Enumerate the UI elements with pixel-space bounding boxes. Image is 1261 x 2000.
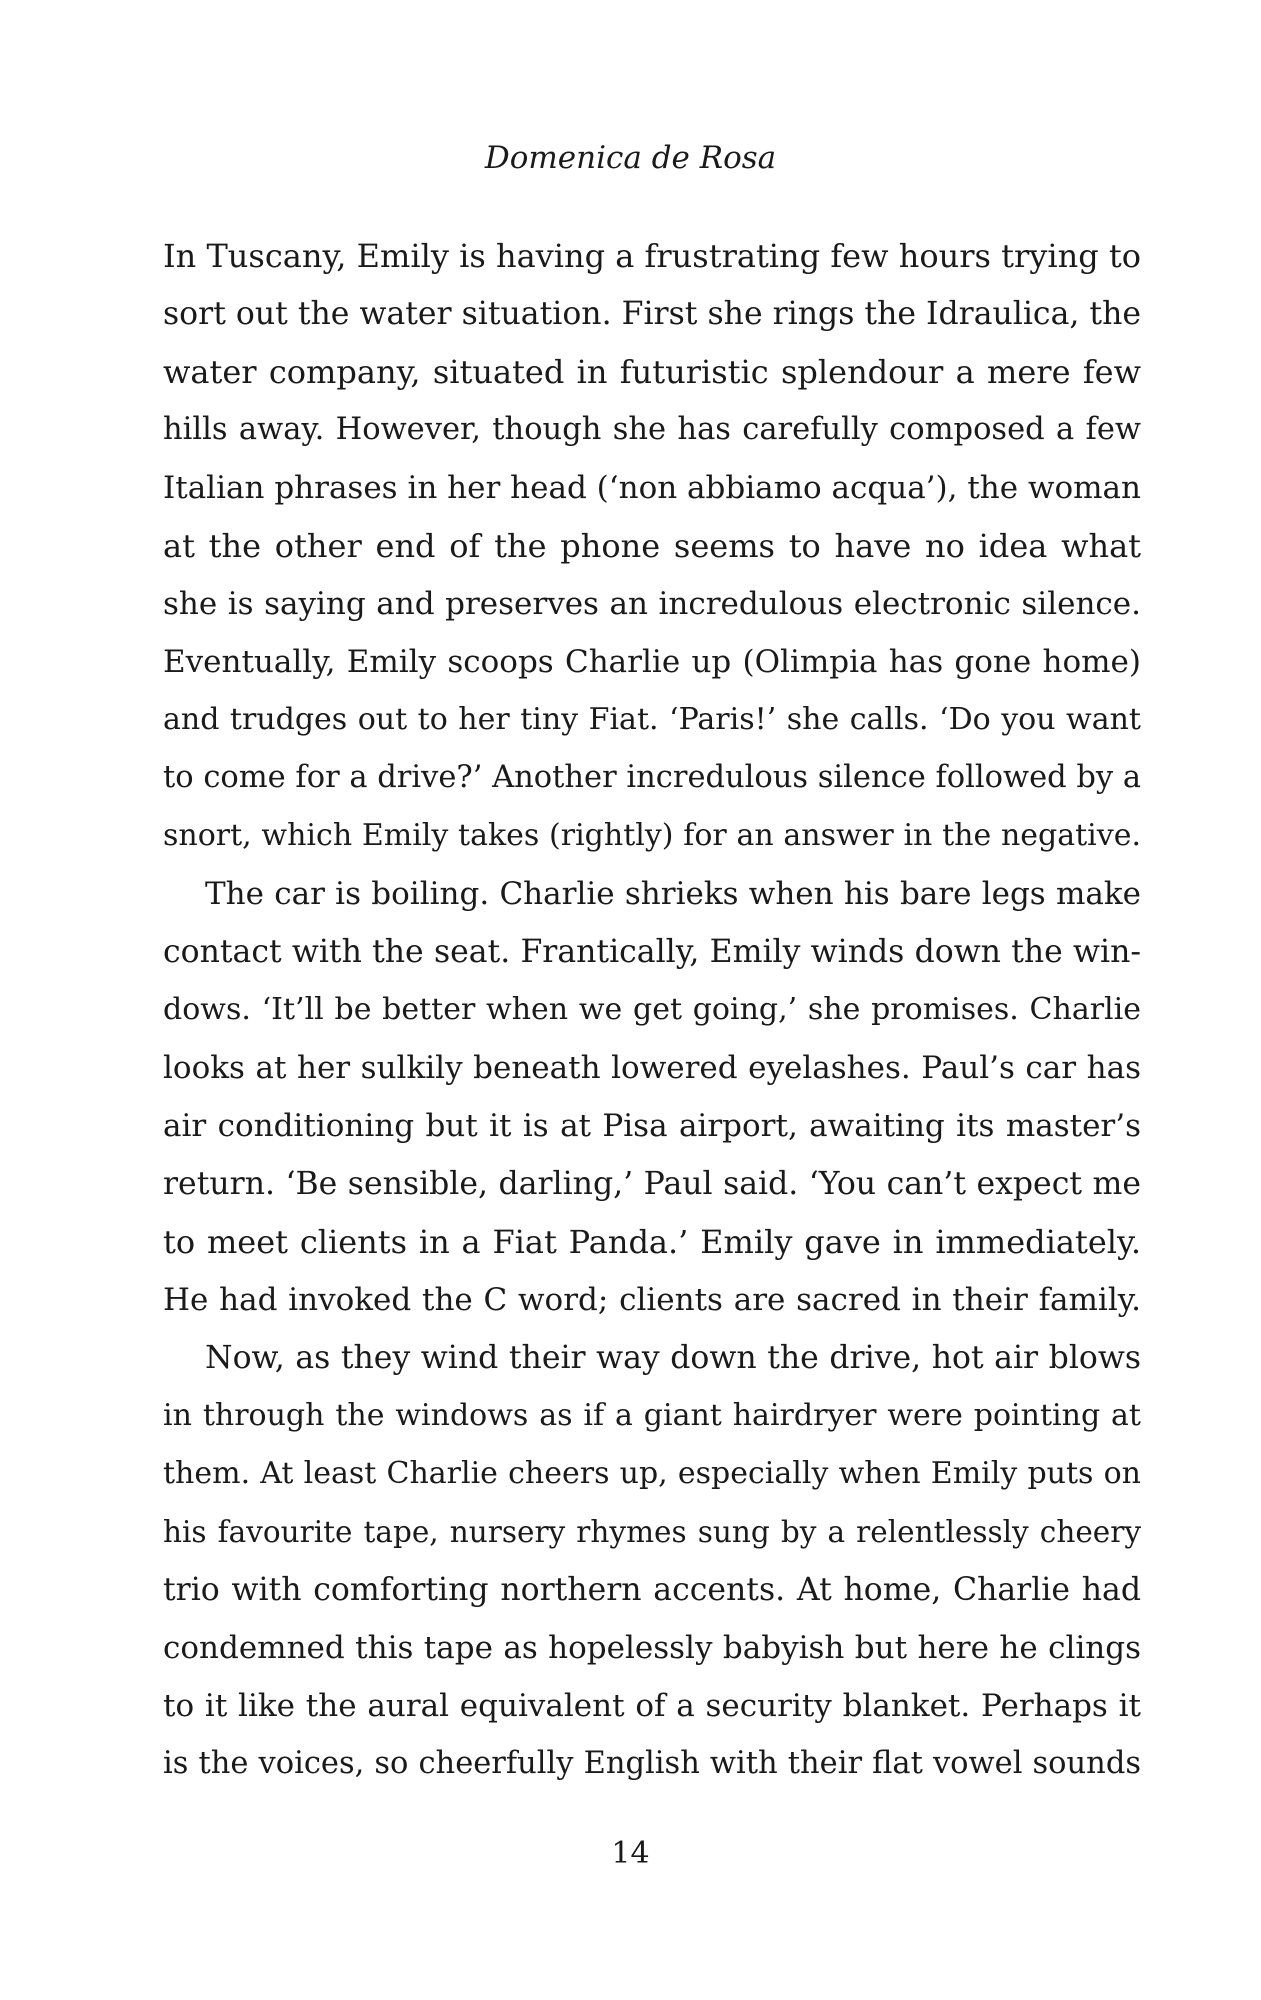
- text-line: them. At least Charlie cheers up, especially when Emily puts on: [163, 1456, 1141, 1491]
- text-line-indented: Now, as they wind their way down the drive, hot air blows: [205, 1340, 1141, 1376]
- page-number: 14: [611, 1836, 650, 1871]
- text-line: dows. ‘It’ll be better when we get going,’ she promises. Charlie: [163, 992, 1141, 1027]
- body-text: [163, 227, 1141, 1793]
- running-head: Domenica de Rosa: [484, 140, 777, 176]
- text-line: sort out the water situation. First she rings the Idraulica, the: [163, 296, 1141, 332]
- text-line: trio with comforting northern accents. At home, Charlie had: [163, 1572, 1141, 1608]
- text-line: snort, which Emily takes (rightly) for an answer in the negative.: [163, 818, 1141, 853]
- text-line: at the other end of the phone seems to have no idea what: [163, 527, 1141, 565]
- text-line: and trudges out to her tiny Fiat. ‘Paris!’ she calls. ‘Do you want: [163, 702, 1141, 737]
- text-line-indented: The car is boiling. Charlie shrieks when his bare legs make: [205, 876, 1141, 912]
- text-line: Italian phrases in her head (‘non abbiamo acqua’), the woman: [163, 470, 1141, 506]
- text-line: is the voices, so cheerfully English with their flat vowel sounds: [163, 1746, 1141, 1781]
- text-line: looks at her sulkily beneath lowered eyelashes. Paul’s car has: [163, 1050, 1141, 1086]
- text-line: to come for a drive?’ Another incredulous silence followed by a: [163, 760, 1141, 795]
- text-line: Eventually, Emily scoops Charlie up (Olimpia has gone home): [163, 644, 1141, 680]
- text-line: In Tuscany, Emily is having a frustrating few hours trying to: [163, 237, 1141, 275]
- text-line: return. ‘Be sensible, darling,’ Paul said. ‘You can’t expect me: [163, 1166, 1141, 1202]
- text-line: his favourite tape, nursery rhymes sung by a relentlessly cheery: [163, 1515, 1141, 1549]
- text-line: to meet clients in a Fiat Panda.’ Emily gave in immediately.: [163, 1223, 1141, 1261]
- text-line: air conditioning but it is at Pisa airport, awaiting its master’s: [163, 1108, 1141, 1144]
- text-line: contact with the seat. Frantically, Emily winds down the win-: [163, 934, 1141, 970]
- text-line: hills away. However, though she has carefully composed a few: [163, 412, 1141, 447]
- text-line: He had invoked the C word; clients are sacred in their family.: [163, 1282, 1141, 1318]
- text-line: condemned this tape as hopelessly babyish but here he clings: [163, 1630, 1141, 1666]
- text-line: she is saying and preserves an incredulous electronic silence.: [163, 586, 1141, 622]
- text-line: water company, situated in futuristic splendour a mere few: [163, 353, 1141, 391]
- text-line: in through the windows as if a giant hairdryer were pointing at: [163, 1398, 1141, 1433]
- text-line: to it like the aural equivalent of a security blanket. Perhaps it: [163, 1688, 1141, 1724]
